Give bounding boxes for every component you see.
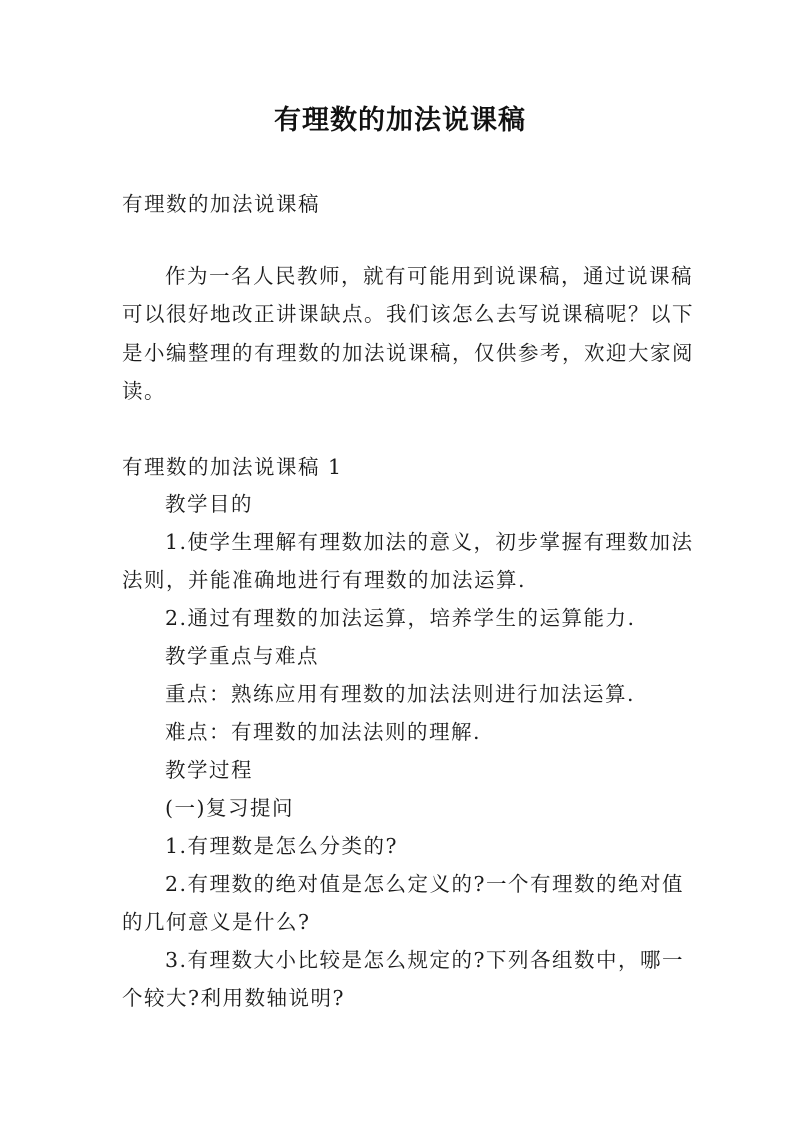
intro-paragraph-line: 可以很好地改正讲课缺点。我们该怎么去写说课稿呢？以下 <box>122 302 694 326</box>
document-subtitle: 有理数的加法说课稿 <box>122 192 320 216</box>
heading-teaching-process: 教学过程 <box>165 758 253 782</box>
section-heading: 有理数的加法说课稿 1 <box>122 455 343 479</box>
body-line: 3.有理数大小比较是怎么规定的?下列各组数中，哪一 <box>165 948 685 972</box>
intro-paragraph-line: 是小编整理的有理数的加法说课稿，仅供参考，欢迎大家阅 <box>122 341 694 365</box>
body-line: 重点：熟练应用有理数的加法法则进行加法运算. <box>165 682 636 706</box>
heading-key-points: 教学重点与难点 <box>165 644 319 668</box>
body-line: 法则，并能准确地进行有理数的加法运算. <box>122 568 527 592</box>
intro-paragraph-line: 作为一名人民教师，就有可能用到说课稿，通过说课稿 <box>165 264 693 288</box>
body-line: 难点：有理数的加法法则的理解. <box>165 720 482 744</box>
body-line: 个较大?利用数轴说明? <box>122 986 345 1010</box>
body-line: 2.有理数的绝对值是怎么定义的?一个有理数的绝对值 <box>165 872 685 896</box>
intro-paragraph-line: 读。 <box>122 379 166 403</box>
body-line: 1.有理数是怎么分类的? <box>165 834 399 858</box>
body-line: 1.使学生理解有理数加法的意义，初步掌握有理数加法 <box>165 530 694 554</box>
body-line: 2.通过有理数的加法运算，培养学生的运算能力. <box>165 606 636 630</box>
heading-review-questions: (一)复习提问 <box>165 796 294 820</box>
body-line: 的几何意义是什么? <box>122 910 311 934</box>
heading-teaching-goals: 教学目的 <box>165 492 253 516</box>
document-title: 有理数的加法说课稿 <box>274 105 526 136</box>
